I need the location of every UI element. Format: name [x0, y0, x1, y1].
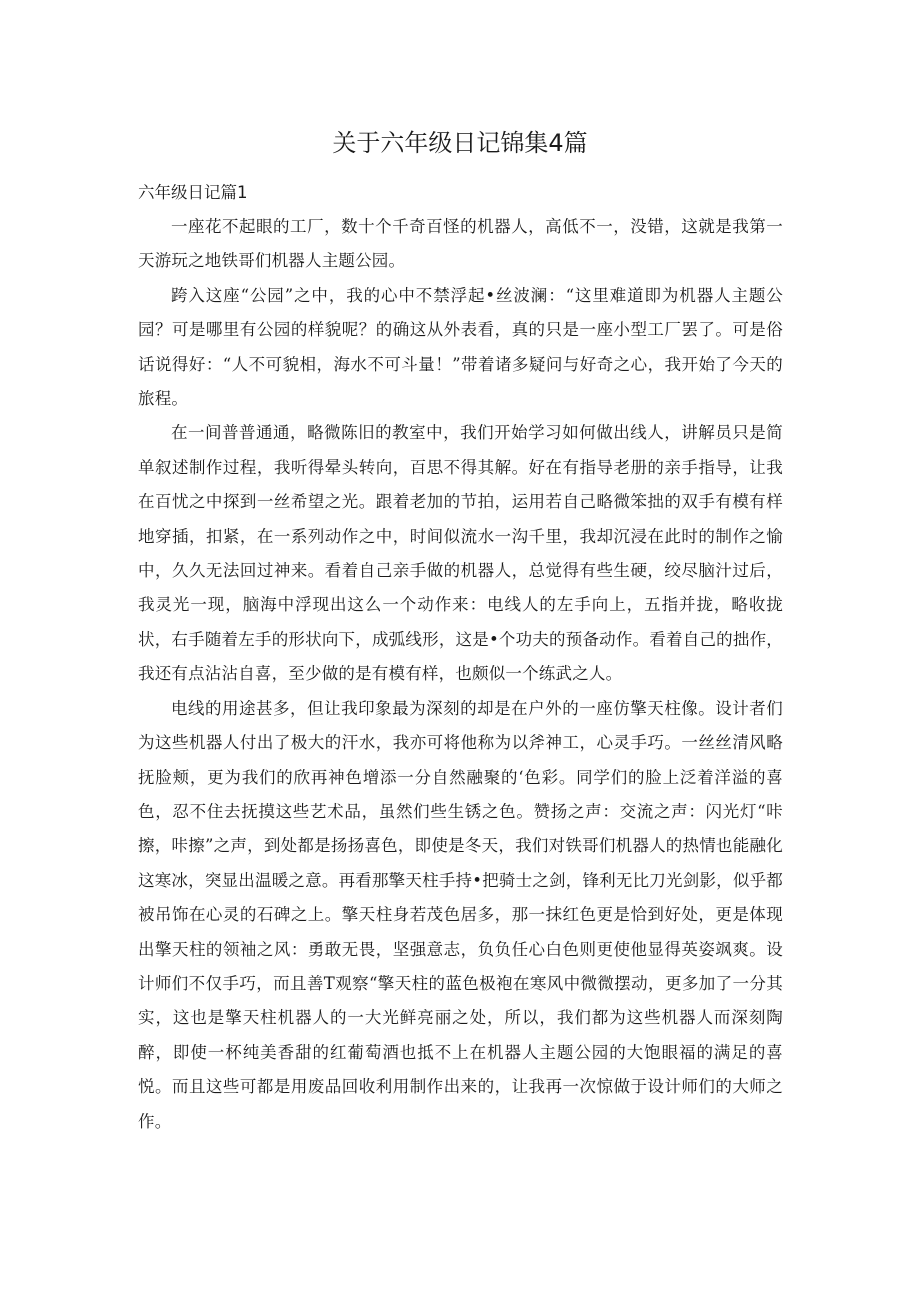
document-title: 关于六年级日记锦集4篇	[332, 129, 588, 157]
paragraph-3: 在一间普普通通，略微陈旧的教室中，我们开始学习如何做出线人，讲解员只是简单叙述制作过程，我听得晕头转向，百思不得其解。好在有指导老册的亲手指导，让我在百忧之中探到一丝希望之光。跟着老加的节拍，运用若自己略微笨拙的双手有模有样地穿插，扣紧，在一系列动作之中，时间似流水一沟千里，我却沉浸在此时的制作之愉中，久久无法回过神来。看着自己亲手做的机器人，总觉得有些生硬，绞尽脑汁过后，我灵光一现，脑海中浮现出这么一个动作来：电线人的左手向上，五指并拢，略收拢状，右手随着左手的形状向下，成弧线形，这是•个功夫的预备动作。看着自己的拙作，我还有点沾沾自喜，至少做的是有模有样，也颇似一个练武之人。	[138, 423, 783, 684]
paragraph-2: 跨入这座“公园”之中，我的心中不禁浮起•丝波澜：“这里难道即为机器人主题公园？可是哪里有公园的样貌呢？的确这从外表看，真的只是一座小型工厂罢了。可是俗话说得好：“人不可貌相，海水不可斗量！”带着诸多疑问与好奇之心，我开始了今天的旅程。	[138, 285, 783, 409]
paragraph-1: 一座花不起眼的工厂，数十个千奇百怪的机器人，高低不一，没错，这就是我第一天游玩之地铁哥们机器人主题公园。	[138, 217, 783, 271]
paragraph-4: 电线的用途甚多，但让我印象最为深刻的却是在户外的一座仿擎天柱像。设计者们为这些机器人付出了极大的汗水，我亦可将他称为以斧神工，心灵手巧。一丝丝清风略抚脸颊，更为我们的欣再神色增添一分自然融聚的‘色彩。同学们的脸上泛着洋溢的喜色，忍不住去抚摸这些艺术品，虽然们些生锈之色。赞扬之声：交流之声：闪光灯“咔擦，咔擦”之声，到处都是扬扬喜色，即使是冬天，我们对铁哥们机器人的热情也能融化这寒冰，突显出温暖之意。再看那擎天柱手持•把骑士之剑，锋利无比刀光剑影，似乎都被吊饰在心灵的石碑之上。擎天柱身若茂色居多，那一抹红色更是恰到好处，更是体现出擎天柱的领袖之风：勇敢无畏，坚强意志，负负任心白色则更使他显得英姿飒爽。设计师们不仅手巧，而且善T观察“擎天柱的蓝色极袍在寒风中微微摆动，更多加了一分其实，这也是擎天柱机器人的一大光鲜亮丽之处，所以，我们都为这些机器人而深刻陶醉，即使一杯纯美香甜的红葡萄酒也抵不上在机器人主题公园的大饱眼福的满足的喜悦。而且这些可都是用废品回收利用制作出来的，让我再一次惊做于设计师们的大师之作。	[138, 698, 783, 1131]
section-heading: 六年级日记篇1	[138, 183, 248, 202]
document-body	[138, 176, 783, 1139]
